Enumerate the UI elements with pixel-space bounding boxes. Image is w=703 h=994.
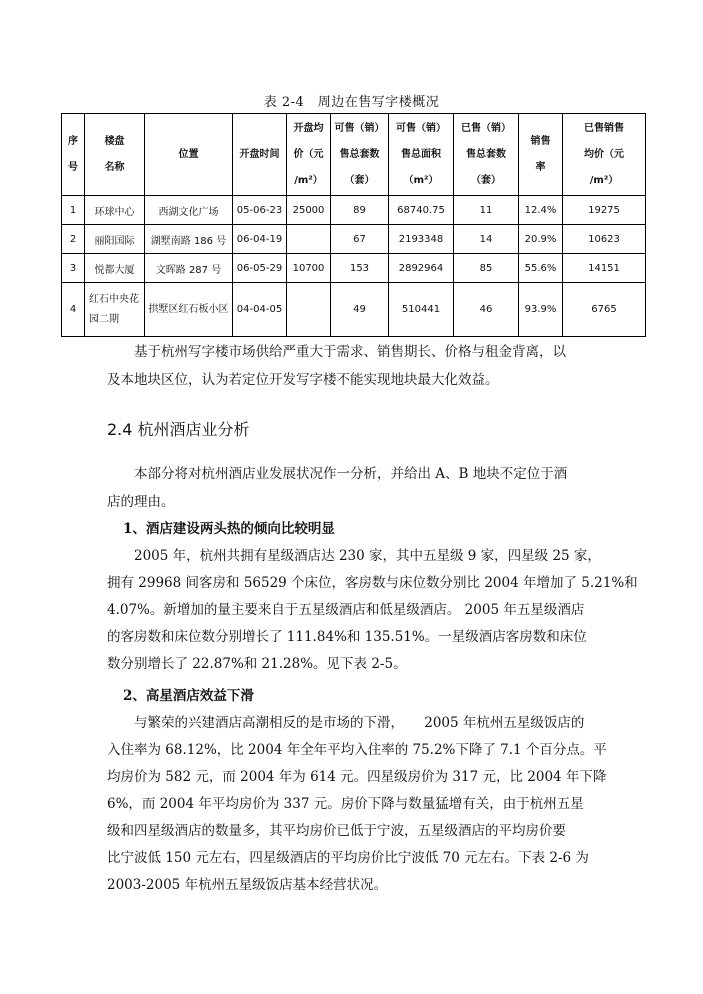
cell-avg-price: 14151 xyxy=(563,254,646,283)
cell-total-units: 67 xyxy=(331,225,389,254)
cell-index: 4 xyxy=(62,283,85,337)
paragraph-line: 级和四星级酒店的数量多，其平均房价已低于宁波，五星级酒店的平均房价要 xyxy=(107,823,566,839)
header-sales-rate: 销售 率 xyxy=(519,114,563,196)
paragraph-line: 2005 年，杭州共拥有星级酒店达 230 家，其中五星级 9 家，四星级 25 家， xyxy=(134,548,601,564)
cell-sold-units: 85 xyxy=(454,254,519,283)
cell-total-area: 510441 xyxy=(389,283,454,337)
header-open-date: 开盘时间 xyxy=(233,114,287,196)
cell-name: 悦都大厦 xyxy=(85,254,145,283)
cell-location: 湖墅南路 186 号 xyxy=(145,225,233,254)
paragraph-line: 拥有 29968 间客房和 56529 个床位，客房数与床位数分别比 2004 年增加了 5.21%和 xyxy=(107,575,638,591)
paragraph-line: 的客房数和床位数分别增长了 111.84%和 135.51%。一星级酒店客房数和床位 xyxy=(107,629,587,645)
header-index: 序 号 xyxy=(62,114,85,196)
table-row xyxy=(62,254,646,283)
paragraph-line: 比宁波低 150 元左右，四星级酒店的平均房价比宁波低 70 元左右。下表 2-6 为 xyxy=(107,850,589,866)
paragraph-line: 店的理由。 xyxy=(107,494,175,510)
cell-open-date: 06-04-19 xyxy=(233,225,287,254)
paragraph-line: 均房价为 582 元，而 2004 年为 614 元。四星级房价为 317 元，比 2004 年下降 xyxy=(107,769,607,785)
cell-name: 丽阳国际 xyxy=(85,225,145,254)
cell-avg-price: 19275 xyxy=(563,196,646,225)
cell-sold-units: 14 xyxy=(454,225,519,254)
table-row xyxy=(62,225,646,254)
table-header-row xyxy=(62,114,646,196)
office-buildings-table xyxy=(61,113,646,337)
cell-open-date: 04-04-05 xyxy=(233,283,287,337)
cell-total-area: 68740.75 xyxy=(389,196,454,225)
paragraph-line: 4.07%。新增加的量主要来自于五星级酒店和低星级酒店。 2005 年五星级酒店 xyxy=(107,602,585,618)
cell-index: 3 xyxy=(62,254,85,283)
paragraph-line: 6%，而 2004 年平均房价为 337 元。房价下降与数量猛增有关，由于杭州五星 xyxy=(107,796,584,812)
cell-total-units: 153 xyxy=(331,254,389,283)
cell-open-price: 25000 xyxy=(287,196,331,225)
cell-index: 2 xyxy=(62,225,85,254)
header-name: 楼盘 名称 xyxy=(85,114,145,196)
cell-index: 1 xyxy=(62,196,85,225)
header-sold-units: 已售（销） 售总套数 （套） xyxy=(454,114,519,196)
table-caption: 表 2-4 周边在售写字楼概况 xyxy=(263,95,440,110)
header-total-area: 可售（销） 售总面积 （m²） xyxy=(389,114,454,196)
subheading-2: 2、高星酒店效益下滑 xyxy=(123,688,254,704)
header-location: 位置 xyxy=(145,114,233,196)
header-open-price: 开盘均 价（元 /m²） xyxy=(287,114,331,196)
cell-sales-rate: 93.9% xyxy=(519,283,563,337)
cell-sales-rate: 12.4% xyxy=(519,196,563,225)
cell-open-date: 05-06-23 xyxy=(233,196,287,225)
paragraph-line: 2003-2005 年杭州五星级饭店基本经营状况。 xyxy=(107,877,388,893)
cell-sold-units: 46 xyxy=(454,283,519,337)
paragraph-line: 数分别增长了 22.87%和 21.28%。见下表 2-5。 xyxy=(107,656,407,672)
cell-open-date: 06-05-29 xyxy=(233,254,287,283)
cell-avg-price: 6765 xyxy=(563,283,646,337)
cell-total-area: 2193348 xyxy=(389,225,454,254)
subheading-1: 1、酒店建设两头热的倾向比较明显 xyxy=(123,521,335,537)
table-row xyxy=(62,283,646,337)
cell-avg-price: 10623 xyxy=(563,225,646,254)
cell-sold-units: 11 xyxy=(454,196,519,225)
paragraph-line: 入住率为 68.12%，比 2004 年全年平均入住率的 75.2%下降了 7.1 个百分点。平 xyxy=(107,742,607,758)
cell-total-area: 2892964 xyxy=(389,254,454,283)
cell-open-price: 10700 xyxy=(287,254,331,283)
header-total-units: 可售（销） 售总套数 （套） xyxy=(331,114,389,196)
paragraph-line: 与繁荣的兴建酒店高潮相反的是市场的下滑， 2005 年杭州五星级饭店的 xyxy=(134,715,585,731)
paragraph-line: 基于杭州写字楼市场供给严重大于需求、销售期长、价格与租金背离，以 xyxy=(134,344,566,360)
cell-name: 红石中央花园二期 xyxy=(85,283,145,337)
cell-total-units: 49 xyxy=(331,283,389,337)
cell-open-price xyxy=(287,283,331,337)
paragraph-line: 本部分将对杭州酒店业发展状况作一分析，并给出 A、B 地块不定位于酒 xyxy=(134,466,568,482)
table-row xyxy=(62,196,646,225)
cell-total-units: 89 xyxy=(331,196,389,225)
cell-location: 文晖路 287 号 xyxy=(145,254,233,283)
header-avg-price: 已售销售 均价（元 /m²） xyxy=(563,114,646,196)
cell-name: 环球中心 xyxy=(85,196,145,225)
cell-location: 西湖文化广场 xyxy=(145,196,233,225)
cell-sales-rate: 20.9% xyxy=(519,225,563,254)
cell-sales-rate: 55.6% xyxy=(519,254,563,283)
section-title: 2.4 杭州酒店业分析 xyxy=(107,420,250,439)
cell-open-price xyxy=(287,225,331,254)
paragraph-line: 及本地块区位，认为若定位开发写字楼不能实现地块最大化效益。 xyxy=(107,372,499,388)
cell-location: 拱墅区红石板小区 xyxy=(145,283,233,337)
